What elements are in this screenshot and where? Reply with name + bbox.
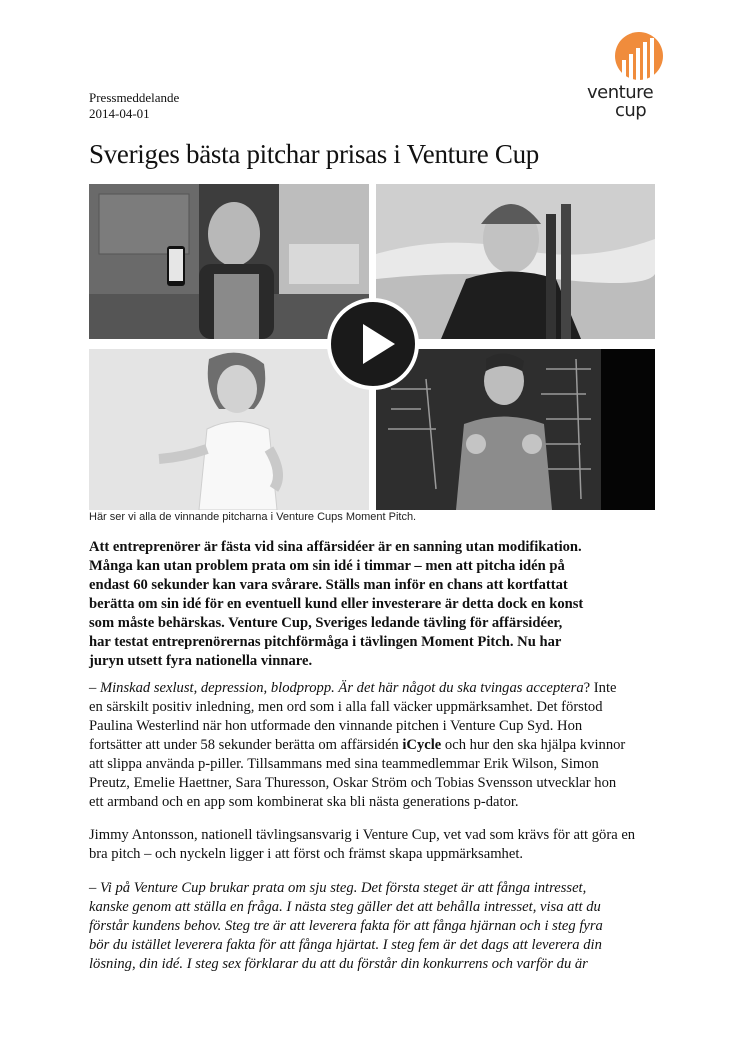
- header-meta: [89, 90, 179, 122]
- lead-line: som måste behärskas. Venture Cup, Sveriges ledande tävling för affärsidéer,: [89, 615, 563, 631]
- lead-line: juryn utsett fyra nationella vinnare.: [89, 653, 313, 669]
- logo-line-cup: cup: [615, 100, 647, 121]
- quote-text: – Minskad sexlust, depression, blodpropp. Är det här något du ska tvingas acceptera: [89, 680, 584, 696]
- lead-line: endast 60 sekunder kan vara svårare. Ställs man inför en chans att kortfattat: [89, 577, 568, 593]
- video-caption: Här ser vi alla de vinnande pitcharna i Venture Cups Moment Pitch.: [89, 511, 417, 523]
- quote-tail: ? Inte: [583, 680, 617, 696]
- doc-date: 2014-04-01: [89, 106, 150, 121]
- body-line: en särskilt positiv inledning, men ord som i alla fall väcker uppmärksamhet. Det förstod: [89, 699, 603, 715]
- body-paragraph-1: [89, 679, 659, 812]
- body-paragraph-3-quote: [89, 879, 659, 974]
- lead-line: Många kan utan problem prata om sin idé i timmar – men att pitcha idén på: [89, 558, 565, 574]
- quote-line: – Vi på Venture Cup brukar prata om sju steg. Det första steget är att fånga intresset,: [89, 880, 587, 896]
- lead-paragraph: [89, 538, 657, 671]
- quote-line: lösning, din idé. I steg sex förklarar du att du förstår din konkurrens och varför du är: [89, 956, 588, 972]
- body-line: Jimmy Antonsson, nationell tävlingsansvarig i Venture Cup, vet vad som krävs för att göra en: [89, 827, 636, 843]
- quote-line: bör du istället leverera fakta för att fånga hjärtat. I steg fem är det dags att leverera din: [89, 937, 602, 953]
- product-name: iCycle: [402, 737, 442, 753]
- lead-line: berätta om sin idé för en eventuell kund eller investerare är detta dock en konst: [89, 596, 584, 612]
- body-line: att slippa använda p-piller. Tillsammans med sina teammedlemmar Erik Wilson, Simon: [89, 756, 599, 772]
- play-button-icon[interactable]: [327, 298, 419, 390]
- logo-line-venture: venture: [587, 82, 654, 103]
- doc-type: Pressmeddelande: [89, 90, 180, 105]
- body-line: [89, 736, 659, 755]
- quote-line: förstår kundens behov. Steg tre är att leverera fakta för att fånga hjärnan och i steg fyra: [89, 918, 603, 934]
- lead-line: har testat entreprenörernas pitchförmåga i tävlingen Moment Pitch. Nu har: [89, 634, 562, 650]
- quote-line: kanske genom att ställa en fråga. I nästa steg gäller det att behålla intresset, visa att du: [89, 899, 601, 915]
- body-line: Paulina Westerlind när hon utformade den vinnande pitchen i Venture Cup Syd. Hon: [89, 718, 583, 734]
- lead-line: Att entreprenörer är fästa vid sina affärsidéer är en sanning utan modifikation.: [89, 539, 582, 555]
- video-player[interactable]: [89, 184, 655, 510]
- page-title: Sveriges bästa pitchar prisas i Venture Cup: [89, 139, 540, 169]
- body-paragraph-2: [89, 826, 659, 864]
- body-line: [89, 679, 659, 698]
- body-text: fortsätter att under 58 sekunder berätta om affärsidén: [89, 737, 403, 753]
- body-text: och hur den ska hjälpa kvinnor: [441, 737, 626, 753]
- body-line: bra pitch – och nyckeln ligger i att först och främst skapa uppmärksamhet.: [89, 846, 524, 862]
- logo-wordmark: [587, 84, 653, 120]
- body-line: Preutz, Emelie Haettner, Sara Thuresson, Oskar Ström och Tobias Svensson utvecklar hon: [89, 775, 617, 791]
- body-line: ett armband och en app som kombinerat ska bli nästa generations p-dator.: [89, 794, 519, 810]
